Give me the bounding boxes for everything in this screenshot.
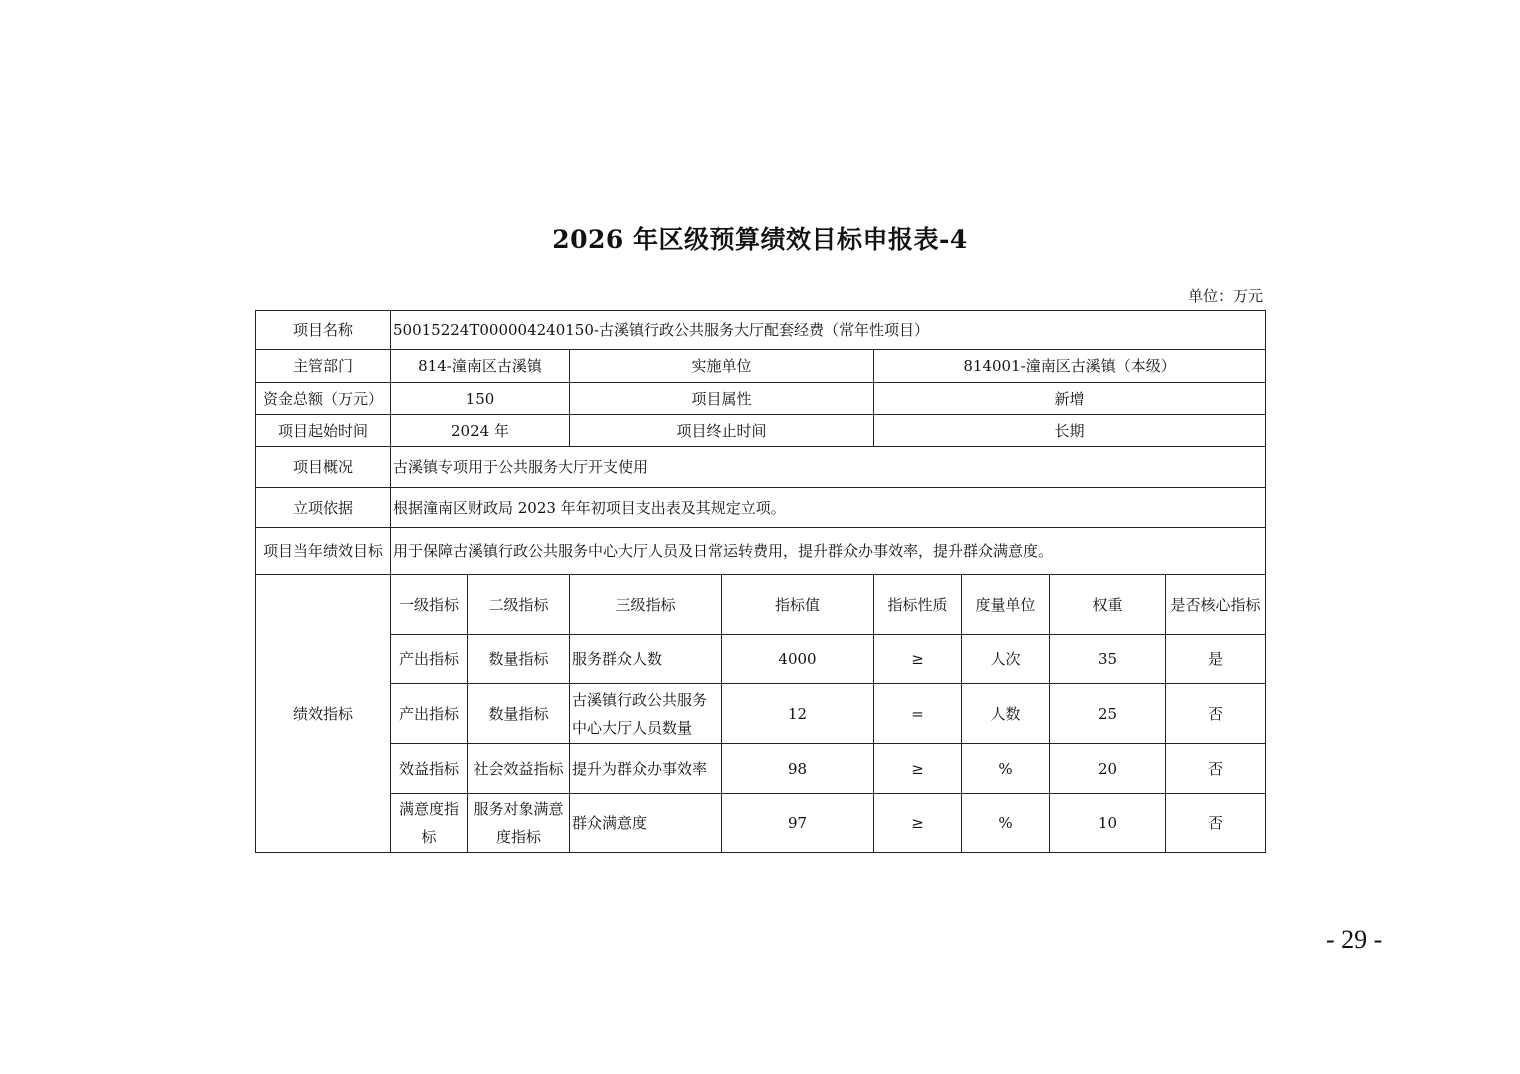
impl-value: 814001-潼南区古溪镇（本级） bbox=[874, 350, 1266, 383]
row1-level1: 产出指标 bbox=[391, 635, 468, 684]
dept-label: 主管部门 bbox=[256, 350, 391, 383]
overview-value: 古溪镇专项用于公共服务大厅开支使用 bbox=[391, 447, 1266, 488]
end-value: 长期 bbox=[874, 415, 1266, 447]
page-title: 2026 年区级预算绩效目标申报表-4 bbox=[552, 225, 968, 254]
row-overview bbox=[256, 447, 1266, 488]
header-weight: 权重 bbox=[1050, 575, 1166, 635]
header-unit: 度量单位 bbox=[962, 575, 1050, 635]
row1-nature: ≥ bbox=[874, 635, 962, 684]
row4-nature: ≥ bbox=[874, 794, 962, 853]
goal-value: 用于保障古溪镇行政公共服务中心大厅人员及日常运转费用，提升群众办事效率，提升群众满意度。 bbox=[391, 528, 1266, 575]
impl-label: 实施单位 bbox=[570, 350, 874, 383]
row1-weight: 35 bbox=[1050, 635, 1166, 684]
header-nature: 指标性质 bbox=[874, 575, 962, 635]
fund-label: 资金总额（万元） bbox=[256, 383, 391, 415]
indicators-section-label: 绩效指标 bbox=[256, 575, 391, 853]
row3-level1: 效益指标 bbox=[391, 744, 468, 794]
project-name-value: 50015224T000004240150-古溪镇行政公共服务大厅配套经费（常年性项目） bbox=[391, 311, 1266, 350]
row-fund bbox=[256, 383, 1266, 415]
overview-label: 项目概况 bbox=[256, 447, 391, 488]
row4-level1: 满意度指标 bbox=[391, 794, 468, 853]
row3-nature: ≥ bbox=[874, 744, 962, 794]
row1-level3: 服务群众人数 bbox=[570, 635, 722, 684]
row-basis bbox=[256, 488, 1266, 528]
indicator-row bbox=[256, 794, 1266, 853]
row1-level2: 数量指标 bbox=[468, 635, 570, 684]
row4-value: 97 bbox=[722, 794, 874, 853]
header-value: 指标值 bbox=[722, 575, 874, 635]
row2-level3: 古溪镇行政公共服务中心大厅人员数量 bbox=[570, 684, 722, 744]
row-time bbox=[256, 415, 1266, 447]
project-name-label: 项目名称 bbox=[256, 311, 391, 350]
row2-nature: = bbox=[874, 684, 962, 744]
dept-value: 814-潼南区古溪镇 bbox=[391, 350, 570, 383]
row1-unit: 人次 bbox=[962, 635, 1050, 684]
header-level3: 三级指标 bbox=[570, 575, 722, 635]
row3-level3: 提升为群众办事效率 bbox=[570, 744, 722, 794]
indicator-row bbox=[256, 684, 1266, 744]
row1-core: 是 bbox=[1166, 635, 1266, 684]
row3-unit: % bbox=[962, 744, 1050, 794]
basis-label: 立项依据 bbox=[256, 488, 391, 528]
row2-level1: 产出指标 bbox=[391, 684, 468, 744]
row4-level3: 群众满意度 bbox=[570, 794, 722, 853]
basis-value: 根据潼南区财政局 2023 年年初项目支出表及其规定立项。 bbox=[391, 488, 1266, 528]
row3-value: 98 bbox=[722, 744, 874, 794]
indicator-header-row bbox=[256, 575, 1266, 635]
row3-weight: 20 bbox=[1050, 744, 1166, 794]
start-label: 项目起始时间 bbox=[256, 415, 391, 447]
page-number: - 29 - bbox=[1326, 925, 1383, 954]
row1-value: 4000 bbox=[722, 635, 874, 684]
row-department bbox=[256, 350, 1266, 383]
row4-weight: 10 bbox=[1050, 794, 1166, 853]
header-level1: 一级指标 bbox=[391, 575, 468, 635]
header-level2: 二级指标 bbox=[468, 575, 570, 635]
row2-level2: 数量指标 bbox=[468, 684, 570, 744]
performance-target-table bbox=[255, 310, 1266, 853]
indicator-row bbox=[256, 635, 1266, 684]
row3-core: 否 bbox=[1166, 744, 1266, 794]
row-project-name bbox=[256, 311, 1266, 350]
start-value: 2024 年 bbox=[391, 415, 570, 447]
attr-value: 新增 bbox=[874, 383, 1266, 415]
fund-value: 150 bbox=[391, 383, 570, 415]
unit-label: 单位：万元 bbox=[1187, 287, 1263, 305]
row4-level2: 服务对象满意度指标 bbox=[468, 794, 570, 853]
row2-unit: 人数 bbox=[962, 684, 1050, 744]
indicator-row bbox=[256, 744, 1266, 794]
row3-level2: 社会效益指标 bbox=[468, 744, 570, 794]
row2-weight: 25 bbox=[1050, 684, 1166, 744]
row4-core: 否 bbox=[1166, 794, 1266, 853]
end-label: 项目终止时间 bbox=[570, 415, 874, 447]
row-goal bbox=[256, 528, 1266, 575]
header-core: 是否核心指标 bbox=[1166, 575, 1266, 635]
goal-label: 项目当年绩效目标 bbox=[256, 528, 391, 575]
row2-value: 12 bbox=[722, 684, 874, 744]
attr-label: 项目属性 bbox=[570, 383, 874, 415]
row2-core: 否 bbox=[1166, 684, 1266, 744]
row4-unit: % bbox=[962, 794, 1050, 853]
